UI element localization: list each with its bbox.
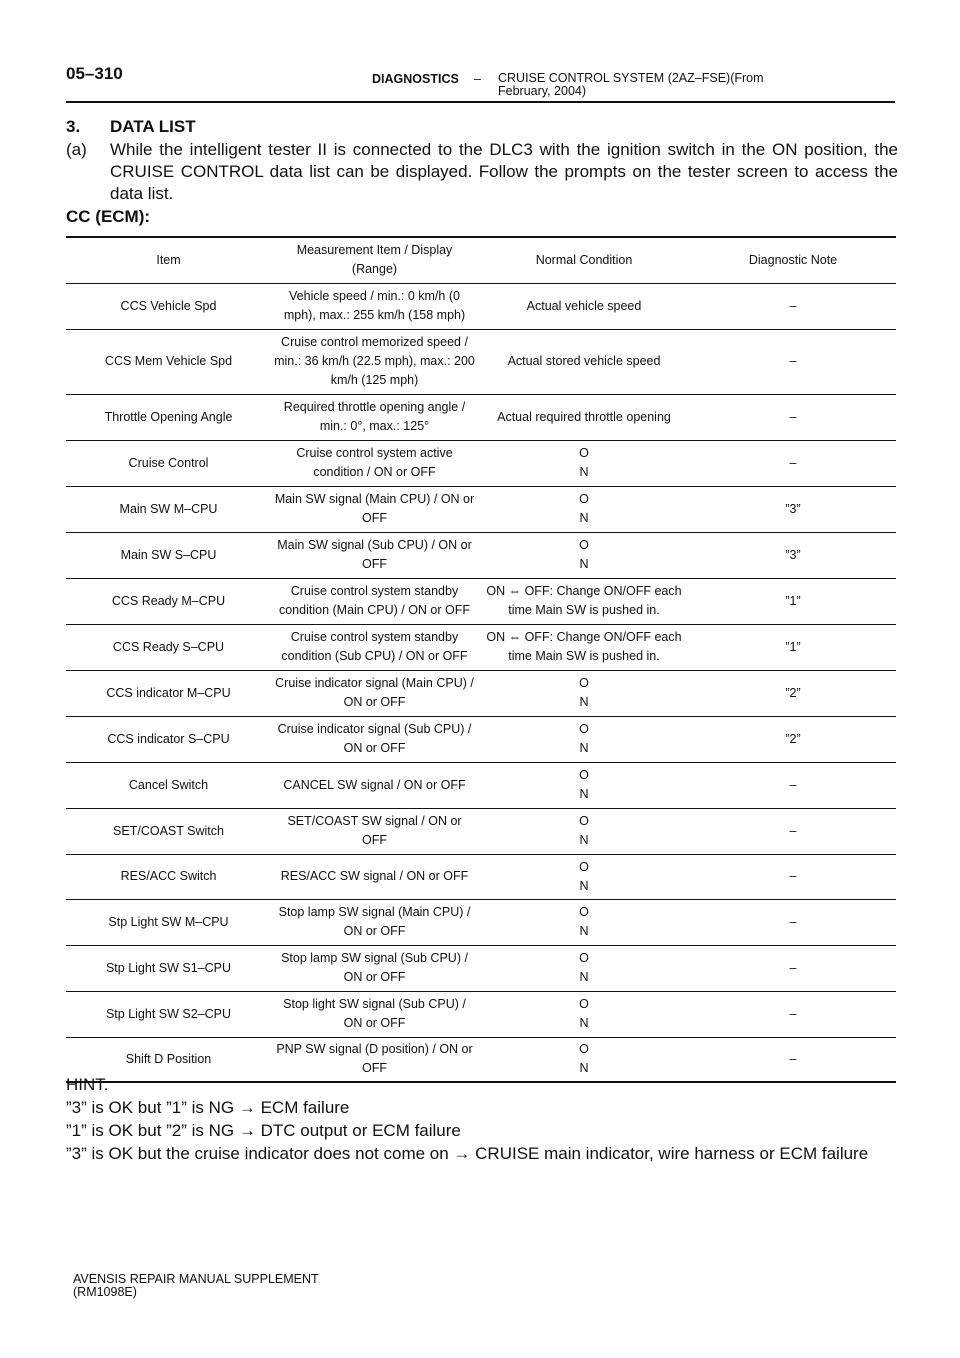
- header-measurement: [271, 237, 478, 283]
- table-row: [66, 532, 896, 578]
- row-normal-condition: [478, 283, 690, 329]
- row-normal-condition: [478, 991, 690, 1037]
- row-diagnostic-note-text: –: [789, 914, 797, 929]
- hint-line: ”1” is OK but ”2” is NG → DTC output or ECM failure: [66, 1121, 461, 1140]
- row-normal-condition-text: Actual stored vehicle speed: [507, 354, 661, 368]
- row-normal-condition: [478, 854, 690, 899]
- row-normal-condition: [478, 670, 690, 716]
- row-item-text: Throttle Opening Angle: [104, 409, 233, 424]
- row-item: [66, 486, 271, 532]
- row-measurement: [271, 670, 478, 716]
- row-normal-condition-text: N: [579, 695, 589, 709]
- row-measurement: [271, 899, 478, 945]
- row-normal-condition: [478, 624, 690, 670]
- row-normal-condition-text: N: [579, 787, 589, 801]
- row-item: [66, 945, 271, 991]
- row-measurement-text: Cruise indicator signal (Sub CPU) / ON or OFF: [277, 722, 472, 755]
- row-item-text: Stp Light SW S2–CPU: [105, 1006, 232, 1021]
- row-normal-condition-text: O: [579, 859, 589, 874]
- table-row: [66, 670, 896, 716]
- row-measurement: [271, 762, 478, 808]
- row-measurement: [271, 486, 478, 532]
- row-diagnostic-note: [690, 762, 896, 808]
- row-normal-condition-text: N: [579, 970, 589, 984]
- row-diagnostic-note: [690, 991, 896, 1037]
- row-normal-condition-text: N: [579, 465, 589, 479]
- row-diagnostic-note-text: –: [789, 777, 797, 792]
- table-row: [66, 394, 896, 440]
- row-normal-condition-text: O: [579, 951, 589, 965]
- hint-label: HINT:: [66, 1075, 109, 1094]
- row-diagnostic-note-text: ”2”: [785, 685, 801, 700]
- row-measurement-text: Vehicle speed / min.: 0 km/h (0 mph), max.: 255 km/h (158 mph): [283, 289, 466, 322]
- section-title: [66, 117, 196, 137]
- table-header-row: [66, 237, 896, 283]
- row-normal-condition-text: O: [579, 814, 589, 828]
- row-item: [66, 329, 271, 394]
- row-normal-condition: [478, 945, 690, 991]
- row-normal-condition: [478, 716, 690, 762]
- row-measurement: [271, 945, 478, 991]
- row-normal-condition-text: O: [579, 722, 589, 736]
- row-item: [66, 991, 271, 1037]
- row-diagnostic-note-text: ”3”: [785, 547, 801, 562]
- table-row: [66, 808, 896, 854]
- row-item: [66, 808, 271, 854]
- row-diagnostic-note: [690, 532, 896, 578]
- row-item: [66, 283, 271, 329]
- row-normal-condition: [478, 808, 690, 854]
- row-item: [66, 624, 271, 670]
- row-item-text: Cruise Control: [128, 455, 209, 470]
- row-normal-condition: [478, 578, 690, 624]
- section-title-text: DATA LIST: [110, 117, 196, 136]
- header-normal-condition: Normal Condition: [478, 237, 690, 283]
- row-normal-condition: [478, 532, 690, 578]
- table-row: [66, 899, 896, 945]
- row-diagnostic-note-text: –: [789, 1051, 797, 1066]
- row-item: [66, 762, 271, 808]
- row-diagnostic-note: [690, 283, 896, 329]
- row-diagnostic-note: [690, 394, 896, 440]
- header-dash: –: [474, 72, 481, 86]
- row-measurement-text: PNP SW signal (D position) / ON or OFF: [276, 1042, 473, 1076]
- row-measurement: [271, 578, 478, 624]
- section-number: 3.: [66, 117, 81, 136]
- row-normal-condition-text: ON ⇔ OFF: Change ON/OFF each time Main SW is pushed in.: [486, 630, 682, 663]
- row-normal-condition-text: O: [579, 492, 589, 506]
- row-item: [66, 394, 271, 440]
- table-row: [66, 624, 896, 670]
- row-normal-condition: [478, 440, 690, 486]
- header-section: DIAGNOSTICS: [372, 72, 459, 86]
- row-diagnostic-note: [690, 854, 896, 899]
- row-measurement: [271, 808, 478, 854]
- row-item: [66, 440, 271, 486]
- row-diagnostic-note-text: ”1”: [785, 639, 801, 654]
- row-normal-condition-text: O: [579, 905, 589, 919]
- row-item-text: CCS Ready S–CPU: [112, 639, 225, 654]
- row-measurement-text: Cruise control system standby condition (Sub CPU) / ON or OFF: [281, 630, 468, 663]
- row-normal-condition-text: O: [579, 997, 589, 1011]
- row-item-text: CCS Mem Vehicle Spd: [104, 354, 233, 368]
- row-normal-condition: [478, 394, 690, 440]
- table-row: [66, 762, 896, 808]
- row-measurement: [271, 624, 478, 670]
- row-item-text: SET/COAST Switch: [113, 823, 224, 838]
- row-item: [66, 670, 271, 716]
- table-row: [66, 716, 896, 762]
- row-diagnostic-note-text: –: [789, 960, 797, 975]
- step-label: (a): [66, 140, 87, 159]
- row-diagnostic-note: [690, 440, 896, 486]
- row-diagnostic-note: [690, 329, 896, 394]
- header-measurement-text: Measurement Item / Display (Range): [296, 243, 453, 277]
- row-diagnostic-note-text: ”2”: [785, 731, 801, 746]
- row-diagnostic-note-text: –: [789, 455, 797, 470]
- row-diagnostic-note-text: ”3”: [785, 501, 801, 516]
- header-divider: [66, 101, 895, 103]
- row-item-text: Shift D Position: [125, 1051, 212, 1066]
- row-normal-condition-text: N: [579, 1016, 589, 1030]
- table-row: [66, 486, 896, 532]
- table-row: [66, 329, 896, 394]
- row-measurement: [271, 854, 478, 899]
- row-item-text: CCS indicator S–CPU: [107, 731, 230, 746]
- header-subject: CRUISE CONTROL SYSTEM (2AZ–FSE)(From February, 2004): [498, 71, 764, 98]
- row-measurement-text: SET/COAST SW signal / ON or OFF: [287, 814, 462, 847]
- row-measurement: [271, 283, 478, 329]
- row-normal-condition-text: N: [579, 1061, 589, 1076]
- footer: [73, 1273, 319, 1299]
- row-item: [66, 532, 271, 578]
- row-measurement: [271, 394, 478, 440]
- row-item-text: CCS indicator M–CPU: [106, 685, 231, 700]
- row-normal-condition: [478, 899, 690, 945]
- row-item: [66, 716, 271, 762]
- hint-line: ”3” is OK but the cruise indicator does not come on → CRUISE main indicator, wire harness or ECM failure: [66, 1144, 869, 1163]
- row-measurement-text: Main SW signal (Sub CPU) / ON or OFF: [277, 538, 472, 571]
- row-normal-condition-text: N: [579, 511, 589, 525]
- row-measurement: [271, 329, 478, 394]
- row-item-text: Stp Light SW S1–CPU: [105, 960, 232, 975]
- row-normal-condition-text: O: [579, 676, 589, 690]
- row-diagnostic-note: [690, 808, 896, 854]
- row-measurement-text: Required throttle opening angle / min.: 0°, max.: 125°: [283, 400, 466, 433]
- row-item-text: RES/ACC Switch: [120, 869, 217, 883]
- row-measurement: [271, 440, 478, 486]
- row-diagnostic-note-text: –: [789, 823, 797, 838]
- row-measurement: [271, 991, 478, 1037]
- row-normal-condition-text: O: [579, 446, 589, 460]
- row-item-text: Stp Light SW M–CPU: [108, 914, 229, 929]
- row-measurement-text: Stop lamp SW signal (Sub CPU) / ON or OFF: [281, 951, 468, 984]
- row-normal-condition-text: N: [579, 924, 589, 938]
- row-measurement-text: Cruise control system standby condition (Main CPU) / ON or OFF: [278, 584, 470, 617]
- row-diagnostic-note: [690, 578, 896, 624]
- table-heading: CC (ECM):: [66, 207, 151, 226]
- table-row: [66, 854, 896, 899]
- row-normal-condition-text: N: [579, 833, 589, 847]
- footer-manual-title: AVENSIS REPAIR MANUAL SUPPLEMENT: [73, 1272, 319, 1286]
- table-row: [66, 945, 896, 991]
- row-item: [66, 578, 271, 624]
- table-row: [66, 578, 896, 624]
- row-item: [66, 854, 271, 899]
- row-item-text: Cancel Switch: [128, 777, 209, 792]
- row-item-text: CCS Ready M–CPU: [111, 593, 226, 608]
- row-normal-condition-text: Actual required throttle opening: [497, 409, 671, 424]
- row-measurement-text: Cruise control memorized speed / min.: 36 km/h (22.5 mph), max.: 200 km/h (125 mph): [274, 335, 475, 387]
- intro-step: [66, 139, 898, 205]
- row-measurement-text: Main SW signal (Main CPU) / ON or OFF: [274, 492, 475, 525]
- row-diagnostic-note: [690, 899, 896, 945]
- row-diagnostic-note-text: –: [789, 354, 797, 368]
- row-normal-condition-text: O: [579, 1042, 589, 1057]
- row-item: [66, 899, 271, 945]
- row-normal-condition-text: Actual vehicle speed: [526, 298, 642, 313]
- row-diagnostic-note-text: –: [789, 298, 797, 313]
- row-diagnostic-note: [690, 486, 896, 532]
- table-row: [66, 991, 896, 1037]
- row-diagnostic-note-text: –: [789, 869, 797, 883]
- footer-manual-code: (RM1098E): [73, 1285, 137, 1299]
- row-measurement: [271, 532, 478, 578]
- row-measurement-text: CANCEL SW signal / ON or OFF: [283, 777, 466, 792]
- row-measurement-text: RES/ACC SW signal / ON or OFF: [280, 869, 469, 883]
- row-normal-condition-text: O: [579, 538, 589, 552]
- row-diagnostic-note-text: ”1”: [785, 593, 801, 608]
- table-row: [66, 440, 896, 486]
- row-diagnostic-note: [690, 670, 896, 716]
- row-item-text: Main SW M–CPU: [119, 501, 218, 516]
- data-list-table: [66, 236, 896, 1083]
- row-normal-condition-text: O: [579, 768, 589, 782]
- row-normal-condition: [478, 329, 690, 394]
- row-diagnostic-note: [690, 716, 896, 762]
- row-normal-condition-text: N: [579, 557, 589, 571]
- header-item: Item: [66, 237, 271, 283]
- table-row: [66, 283, 896, 329]
- hint-line: ”3” is OK but ”1” is NG → ECM failure: [66, 1098, 350, 1117]
- row-measurement-text: Stop lamp SW signal (Main CPU) / ON or OFF: [278, 905, 471, 938]
- hint-block: [66, 1073, 868, 1165]
- row-normal-condition-text: N: [579, 741, 589, 755]
- row-diagnostic-note-text: –: [789, 1006, 797, 1021]
- header-diagnostic-note: Diagnostic Note: [690, 237, 896, 283]
- row-diagnostic-note: [690, 945, 896, 991]
- row-item-text: CCS Vehicle Spd: [120, 298, 217, 313]
- row-item-text: Main SW S–CPU: [120, 547, 217, 562]
- row-normal-condition-text: ON ⇔ OFF: Change ON/OFF each time Main SW is pushed in.: [486, 584, 682, 617]
- row-diagnostic-note-text: –: [789, 409, 797, 424]
- row-measurement: [271, 716, 478, 762]
- row-measurement-text: Cruise indicator signal (Main CPU) / ON or OFF: [275, 676, 474, 709]
- row-measurement-text: Cruise control system active condition / ON or OFF: [296, 446, 453, 479]
- row-measurement-text: Stop light SW signal (Sub CPU) / ON or OFF: [283, 997, 466, 1030]
- row-normal-condition: [478, 762, 690, 808]
- page-number: 05–310: [66, 64, 123, 83]
- step-text: While the intelligent tester II is connected to the DLC3 with the ignition switch in the ON position, the CRUISE CONTROL data list can be displayed. Follow the prompts on the tester screen to access the data list.: [110, 140, 898, 203]
- row-normal-condition: [478, 486, 690, 532]
- row-diagnostic-note: [690, 624, 896, 670]
- row-normal-condition-text: N: [579, 878, 589, 893]
